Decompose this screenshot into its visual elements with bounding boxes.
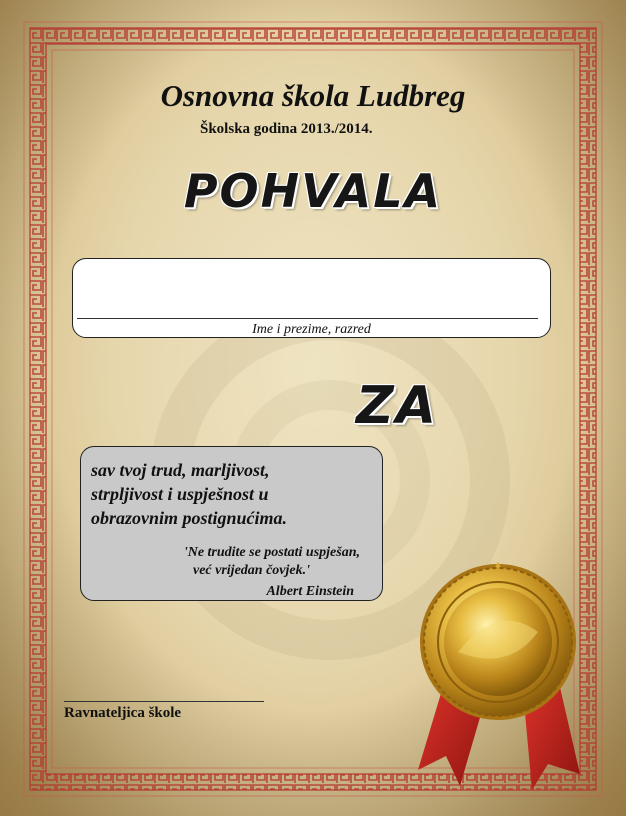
quote-line: 'Ne trudite se postati uspješan,	[183, 545, 360, 560]
name-underline	[77, 318, 538, 319]
for-label: ZA	[356, 376, 438, 436]
quote-line: već vrijedan čovjek.'	[192, 563, 310, 578]
reason-box	[80, 446, 383, 601]
quote	[120, 544, 360, 580]
school-name: Osnovna škola Ludbreg	[160, 78, 466, 113]
school-year: Školska godina 2013./2014.	[200, 121, 373, 137]
signature-label: Ravnateljica škole	[64, 705, 182, 721]
quote-author: Albert Einstein	[266, 584, 354, 599]
name-field-value[interactable]	[83, 279, 540, 309]
reason-line: obrazovnim postignućima.	[91, 508, 288, 528]
name-field-caption: Ime i prezime, razred	[252, 322, 371, 337]
gold-seal-icon	[410, 560, 590, 800]
reason-text	[91, 458, 361, 530]
signature-line	[64, 701, 264, 702]
certificate-heading: POHVALA	[183, 164, 443, 218]
reason-line: sav tvoj trud, marljivost,	[91, 460, 270, 480]
name-field-box[interactable]	[72, 258, 551, 338]
reason-line: strpljivost i uspješnost u	[91, 484, 269, 504]
